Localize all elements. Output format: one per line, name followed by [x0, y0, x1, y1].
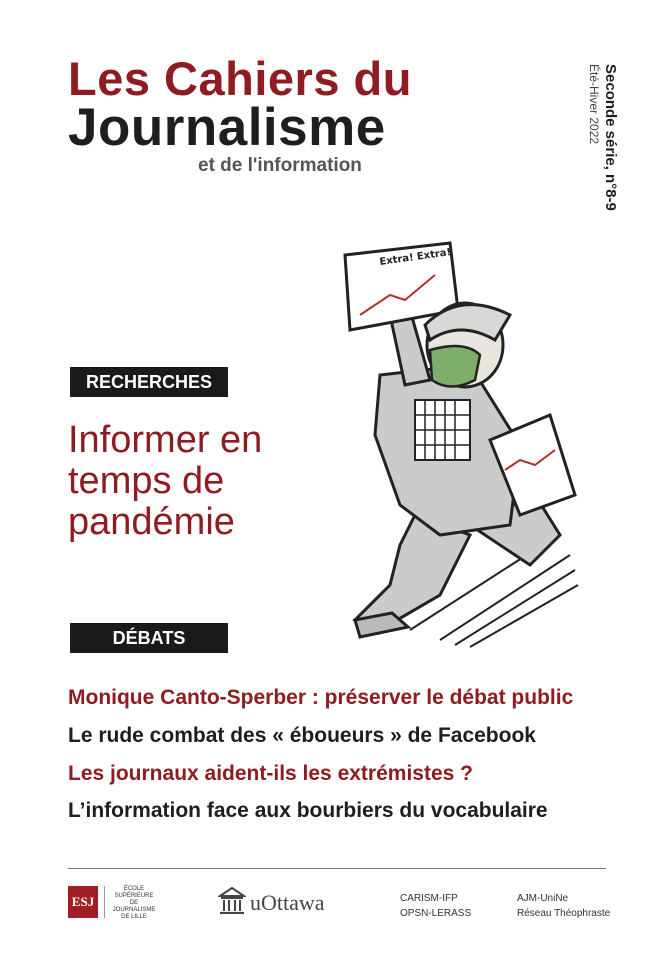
issue-season: Été-Hiver 2022 — [587, 64, 601, 145]
partners-group-1 — [400, 891, 471, 921]
article-title[interactable]: L’information face aux bourbiers du vocabulaire — [68, 799, 548, 822]
journal-title-line1: Les Cahiers du — [68, 52, 412, 105]
esj-name — [108, 886, 160, 921]
article-title[interactable]: Monique Canto-Sperber : préserver le débat public — [68, 686, 574, 709]
esj-separator — [104, 886, 105, 918]
issue-info — [580, 64, 620, 264]
partner-name: Réseau Théophraste — [517, 908, 611, 919]
newspaper-masthead: Extra! Extra! — [378, 247, 452, 268]
issue-series: Seconde série, n°8-9 — [602, 64, 619, 211]
esj-logo-mark: ESJ — [71, 894, 95, 909]
partner-name: AJM-UniNe — [517, 893, 569, 904]
research-headline — [68, 420, 348, 543]
article-title[interactable]: Le rude combat des « éboueurs » de Facebook — [68, 724, 536, 747]
journal-title-line2: Journalisme — [68, 98, 386, 157]
footer-divider — [68, 868, 606, 869]
partner-name: CARISM-IFP — [400, 893, 458, 904]
newsboy-illustration — [320, 235, 590, 655]
uottawa-building-icon — [218, 886, 246, 916]
partners-group-2 — [517, 891, 610, 921]
esj-name-line: SUPÉRIEURE — [114, 893, 154, 899]
research-headline-line: pandémie — [68, 501, 235, 543]
research-headline-line: Informer en — [68, 419, 263, 461]
research-headline-line: temps de — [68, 460, 225, 502]
face-mask — [430, 346, 480, 387]
esj-name-line: ÉCOLE — [123, 886, 145, 892]
esj-name-line: DE LILLE — [121, 914, 147, 920]
section-label-research: RECHERCHES — [70, 367, 228, 397]
uottawa-logo: uOttawa — [250, 890, 325, 915]
esj-name-line: DE JOURNALISME — [112, 900, 156, 913]
esj-logo — [68, 886, 98, 918]
section-label-debates: DÉBATS — [70, 623, 228, 653]
journal-subtitle: et de l'information — [198, 155, 362, 176]
article-title[interactable]: Les journaux aident-ils les extrémistes ? — [68, 762, 473, 785]
partner-name: OPSN-LERASS — [400, 908, 472, 919]
